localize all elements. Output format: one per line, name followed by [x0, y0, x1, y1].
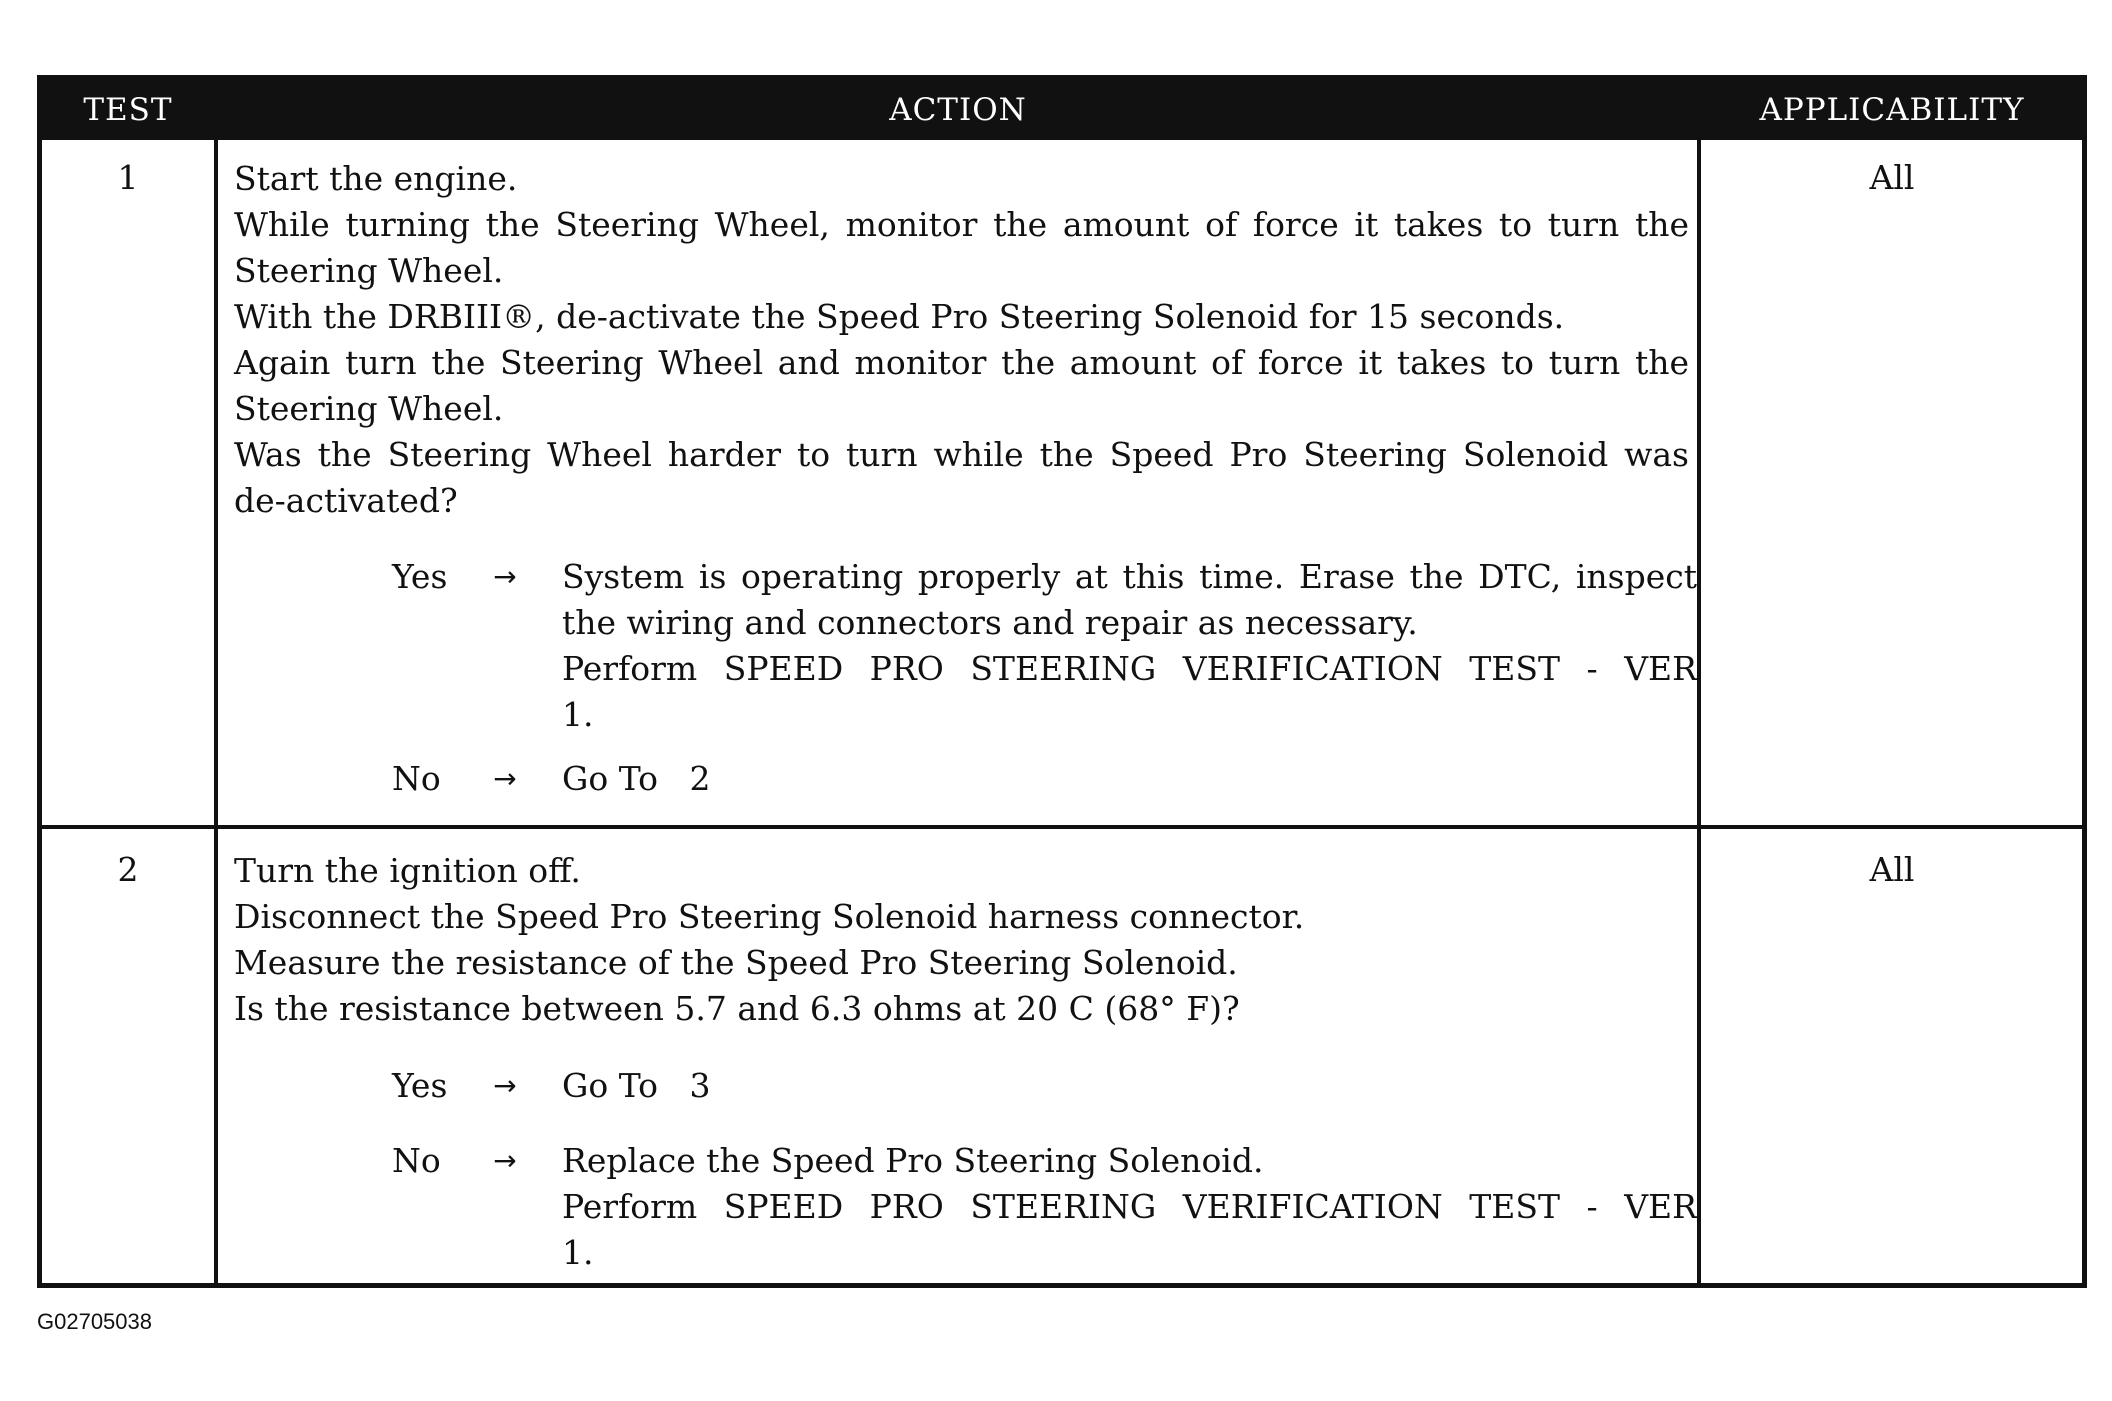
row-2-test-number: 2 — [117, 850, 139, 889]
row-2-yes-branch — [392, 1063, 1697, 1113]
table-header — [42, 80, 2082, 140]
header-applicability: APPLICABILITY — [1759, 92, 2025, 128]
action-line: Steering Wheel. — [234, 251, 504, 290]
no-label: No — [392, 759, 441, 798]
action-line: de-activated? — [234, 481, 458, 520]
action-line: Measure the resistance of the Speed Pro Steering Solenoid. — [234, 943, 1238, 982]
action-line: Again turn the Steering Wheel and monitor the amount of force it takes to turn the — [234, 343, 1689, 382]
action-line: With the DRBIII®, de-activate the Speed Pro Steering Solenoid for 15 seconds. — [234, 297, 1565, 336]
yes-result-text — [562, 1063, 1697, 1109]
result-line: the wiring and connectors and repair as necessary. — [562, 603, 1418, 642]
right-arrow-icon: → — [493, 1069, 517, 1102]
no-result-text — [562, 756, 1697, 802]
row-2-applicability: All — [1869, 850, 1915, 889]
result-line: 1. — [562, 1233, 594, 1272]
action-line: While turning the Steering Wheel, monitor the amount of force it takes to turn the — [234, 205, 1689, 244]
row-2-action-text — [234, 848, 1689, 1032]
column-divider — [214, 140, 218, 1283]
no-result-text — [562, 1138, 1697, 1276]
result-line: 1. — [562, 695, 594, 734]
result-line: Replace the Speed Pro Steering Solenoid. — [562, 1141, 1264, 1180]
yes-label: Yes — [392, 557, 448, 596]
action-line: Steering Wheel. — [234, 389, 504, 428]
result-line: Perform SPEED PRO STEERING VERIFICATION TEST - VER — [562, 649, 1697, 688]
no-label: No — [392, 1141, 441, 1180]
result-line: System is operating properly at this time. Erase the DTC, inspect — [562, 557, 1697, 596]
result-line: Perform SPEED PRO STEERING VERIFICATION TEST - VER — [562, 1187, 1697, 1226]
action-line: Turn the ignition off. — [234, 851, 581, 890]
yes-result-text — [562, 554, 1697, 738]
result-line: Go To 3 — [562, 1066, 711, 1105]
row-1-action-text — [234, 156, 1689, 524]
action-line: Was the Steering Wheel harder to turn while the Speed Pro Steering Solenoid was — [234, 435, 1689, 474]
result-line: Go To 2 — [562, 759, 711, 798]
right-arrow-icon: → — [493, 762, 517, 795]
row-1-applicability: All — [1869, 158, 1915, 197]
row-1-yes-branch — [392, 554, 1697, 744]
action-line: Is the resistance between 5.7 and 6.3 ohms at 20 C (68° F)? — [234, 989, 1240, 1028]
right-arrow-icon: → — [493, 560, 517, 593]
row-2-no-branch — [392, 1138, 1697, 1278]
diagnostic-test-table — [37, 75, 2087, 1288]
action-line: Disconnect the Speed Pro Steering Solenoid harness connector. — [234, 897, 1305, 936]
row-1-test-number: 1 — [117, 158, 139, 197]
row-divider — [42, 825, 2082, 829]
figure-code: G02705038 — [37, 1309, 152, 1334]
column-divider — [1697, 140, 1701, 1283]
right-arrow-icon: → — [493, 1144, 517, 1177]
header-action: ACTION — [889, 92, 1027, 128]
yes-label: Yes — [392, 1066, 448, 1105]
header-test: TEST — [83, 92, 173, 128]
action-line: Start the engine. — [234, 159, 518, 198]
row-1-no-branch — [392, 756, 1697, 806]
